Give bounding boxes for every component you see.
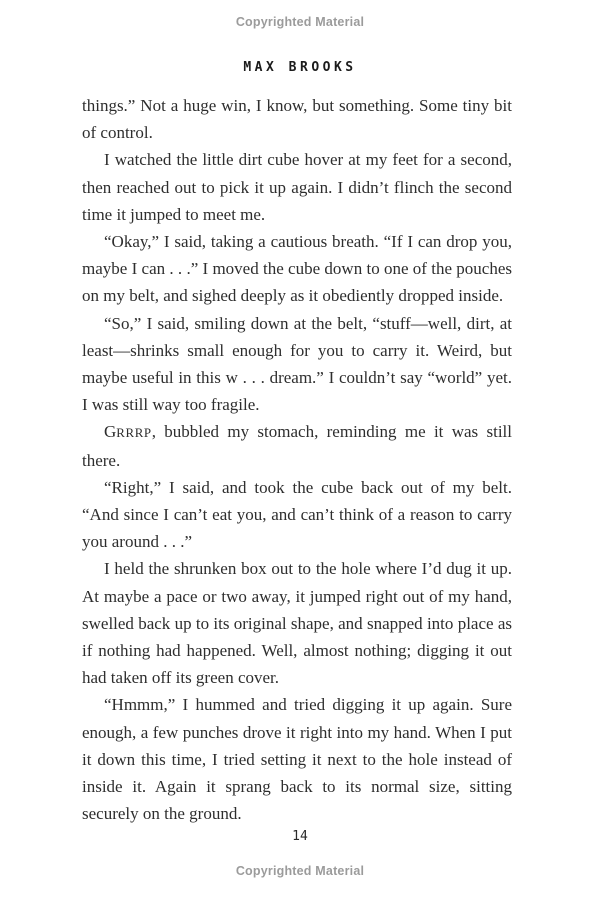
paragraph xyxy=(82,310,512,419)
body-text xyxy=(82,92,512,827)
copyright-notice-bottom: Copyrighted Material xyxy=(235,864,365,878)
paragraph xyxy=(82,418,512,473)
paragraph-text: , bubbled my stomach, reminding me it was still there. xyxy=(82,422,512,470)
paragraph-text: I watched the little dirt cube hover at my feet for a second, then reached out to pick it up again. I didn’t flinch the second time it jumped to meet me. xyxy=(82,150,512,224)
paragraph-text: “Right,” I said, and took the cube back out of my belt. “And since I can’t eat you, and can’t think of a reason to carry you around . . .” xyxy=(82,477,512,552)
paragraph-text: G xyxy=(104,422,117,442)
paragraph xyxy=(82,146,512,228)
paragraph-text: I held the shrunken box out to the hole where I’d dug it up. At maybe a pace or two away, it jumped right out of my hand, swelled back up to its original shape, and snapped into place as if nothing had happened. Well, almost nothing; digging it out had taken off its green cover. xyxy=(82,559,512,688)
paragraph xyxy=(82,474,512,556)
page-number: 14 xyxy=(292,829,308,844)
paragraph xyxy=(82,228,512,310)
paragraph xyxy=(82,691,512,827)
paragraph-text: things.” Not a huge win, I know, but something. Some tiny bit of control. xyxy=(82,96,512,143)
paragraph-text: “Hmmm,” I hummed and tried digging it up again. Sure enough, a few punches drove it right into my hand. When I put it down this time, I tried setting it next to the hole instead of inside it. Again it sprang back to its normal size, sitting securely on the ground. xyxy=(82,695,512,824)
paragraph xyxy=(82,92,512,146)
paragraph-text: “Okay,” I said, taking a cautious breath. “If I can drop you, maybe I can . . .” I moved the cube down to one of the pouches on my belt, and sighed deeply as it obediently dropped inside. xyxy=(82,232,512,306)
copyright-notice-top: Copyrighted Material xyxy=(235,15,365,29)
running-head-author: MAX BROOKS xyxy=(243,60,357,75)
smallcaps-text: RRRP xyxy=(116,425,152,441)
paragraph-text: “So,” I said, smiling down at the belt, “stuff—well, dirt, at least—shrinks small enough for you to carry it. Weird, but maybe useful in this w . . . dream.” I couldn’t say “world” yet. I was still way too fragile. xyxy=(82,313,512,415)
paragraph xyxy=(82,555,512,691)
